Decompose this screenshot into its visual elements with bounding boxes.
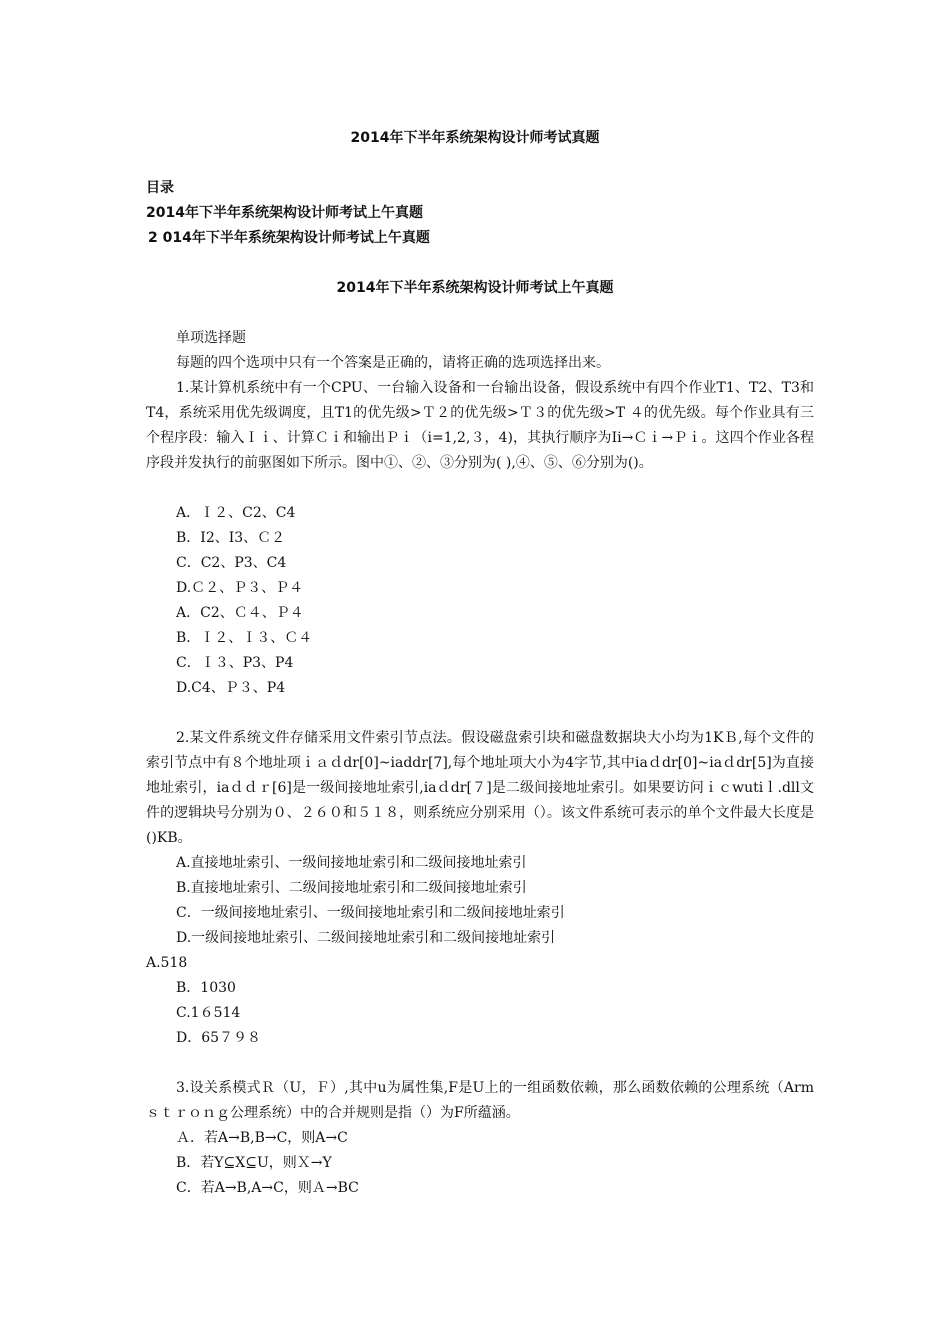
option: B．1030: [176, 980, 236, 996]
instruction-text: 每题的四个选项中只有一个答案是正确的，请将正确的选项选择出来。: [176, 355, 610, 371]
option: C．C2、P3、C4: [176, 555, 287, 571]
question-1-text: 1.某计算机系统中有一个CPU、一台输入设备和一台输出设备，假设系统中有四个作业T1、T2、T3和T4，系统采用优先级调度，且T1的优先级>Ｔ２的优先级>Ｔ３的优先级>T ４的优先级。每个作业具有三个程序段：输入Ｉｉ、计算Ｃｉ和输出Ｐｉ（i=1,2,３，4)，其执行顺序为Ii→Ｃｉ→Ｐｉ。这四个作业各程序段并发执行的前驱图如下所示。图中①、②、③分别为( ),④、⑤、⑥分别为()。: [146, 380, 814, 471]
table-of-contents: [146, 176, 430, 251]
option: D.C4、Ｐ３、P4: [176, 680, 286, 696]
toc-heading: 目录: [146, 180, 174, 196]
option: Ａ．若A→B,B→C，则A→C: [176, 1130, 348, 1146]
option: A．C2、Ｃ４、Ｐ４: [176, 605, 304, 621]
option: A.518: [146, 955, 188, 971]
option: A.直接地址索引、一级间接地址索引和二级间接地址索引: [176, 855, 527, 871]
option: B．I2、I3、Ｃ２: [176, 530, 286, 546]
option: C．一级间接地址索引、一级间接地址索引和二级间接地址索引: [176, 905, 565, 921]
option: C．Ｉ３、P3、P4: [176, 655, 294, 671]
exam-body: [146, 326, 814, 1201]
question-2-options: [146, 851, 814, 1051]
option: D.Ｃ２、Ｐ３、Ｐ４: [176, 580, 304, 596]
option: B．若Y⊆X⊆U，则Ｘ→Y: [176, 1155, 332, 1171]
toc-item[interactable]: 2 014年下半年系统架构设计师考试上午真题: [148, 230, 430, 246]
question-3-text: 3.设关系模式Ｒ（U，Ｆ）,其中u为属性集,F是U上的一组函数依赖，那么函数依赖的公理系统（Armｓｔｒｏｎｇ公理系统）中的合并规则是指（）为F所蕴涵。: [146, 1080, 814, 1121]
section-title: 2014年下半年系统架构设计师考试上午真题: [336, 280, 614, 296]
option: C．若A→B,A→C，则Ａ→BC: [176, 1180, 359, 1196]
option: D．65７９８: [176, 1030, 262, 1046]
section-type: 单项选择题: [176, 330, 246, 346]
option: A．Ｉ２、C2、C4: [176, 505, 296, 521]
question-3-options: [146, 1126, 814, 1201]
toc-item[interactable]: 2014年下半年系统架构设计师考试上午真题: [146, 205, 423, 221]
option: D.一级间接地址索引、二级间接地址索引和二级间接地址索引: [176, 930, 556, 946]
document-title: 2014年下半年系统架构设计师考试真题: [350, 130, 600, 146]
option: B.直接地址索引、二级间接地址索引和二级间接地址索引: [176, 880, 527, 896]
option: C.1６514: [176, 1005, 241, 1021]
question-1-options: [146, 501, 814, 701]
option: B．Ｉ２、Ｉ３、Ｃ４: [176, 630, 313, 646]
question-2-text: 2.某文件系统文件存储采用文件索引节点法。假设磁盘索引块和磁盘数据块大小均为1KＢ,每个文件的索引节点中有８个地址项ｉａｄdr[0]~iaddr[7],每个地址项大小为4字节,其中iaｄdr[0]~iaｄdr[5]为直接地址索引，iaｄｄｒ[6]是一级间接地址索引,iaｄdr[７]是二级间接地址索引。如果要访问ｉｃwutiｌ.dll文件的逻辑块号分别为０、２６０和５１８，则系统应分别采用（）。该文件系统可表示的单个文件最大长度是()KB。: [146, 730, 814, 846]
